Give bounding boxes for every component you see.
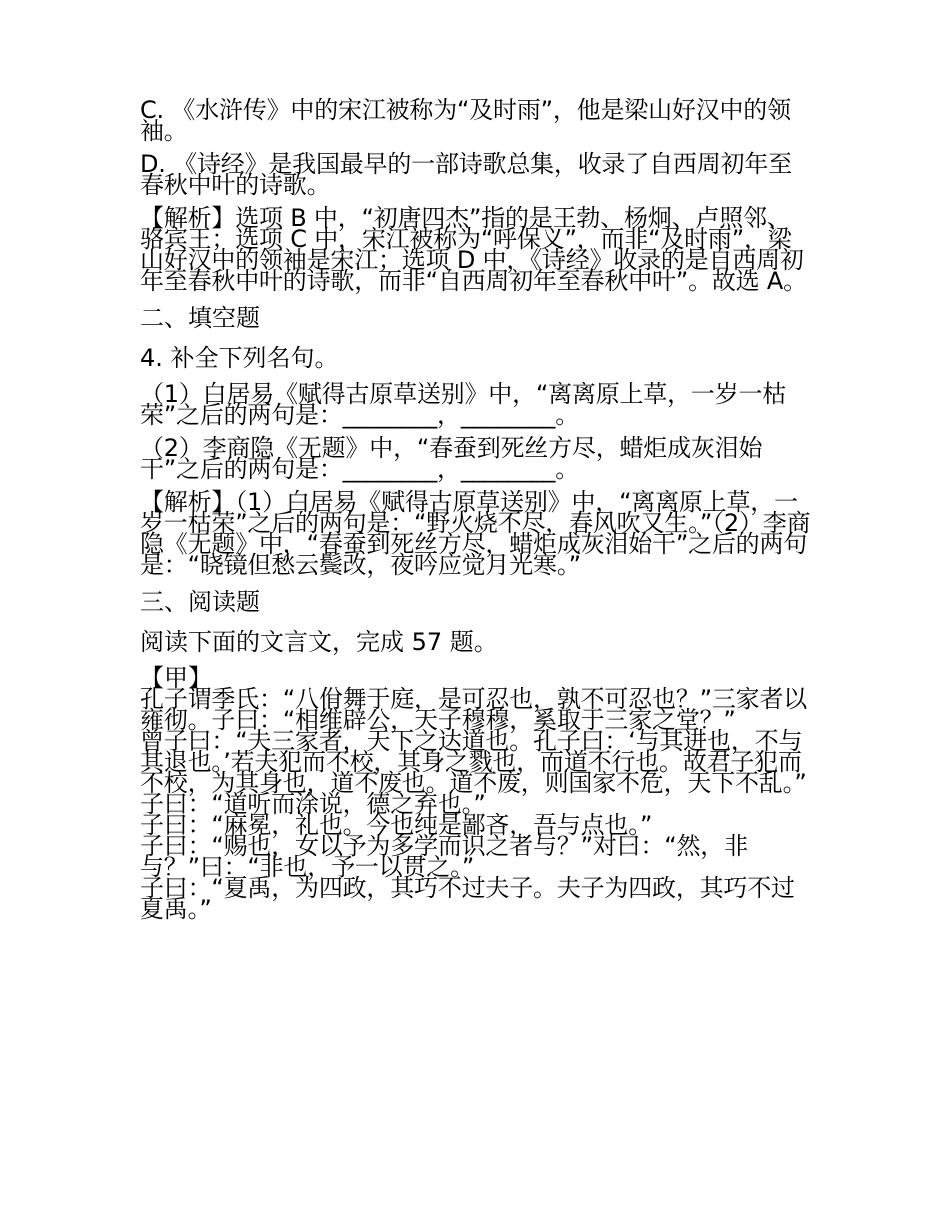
passage-line: 子曰：“赐也，女以予为多学而识之者与？”对曰：“然，非与？”曰：“非也，予一以贯之。” [140, 832, 748, 881]
passage-line: 孔子谓季氏：“八佾舞于庭，是可忍也，孰不可忍也？”三家者以雍彻。子曰：“相维辟公，天子穆穆，奚取于三家之堂？” [140, 685, 808, 734]
document-page [140, 96, 812, 932]
option-c: C. 《水浒传》中的宋江被称为“及时雨”，他是梁山好汉中的领袖。 [140, 96, 791, 145]
question-4-part-1: （1）白居易《赋得古原草送别》中，“离离原上草，一岁一枯荣”之后的两句是：________，________。 [140, 380, 787, 429]
section-heading-reading: 三、阅读题 [140, 588, 260, 616]
option-d: D. 《诗经》是我国最早的一部诗歌总集，收录了自西周初年至春秋中叶的诗歌。 [140, 150, 792, 199]
passage-line: 曾子曰：“夫三家者，天下之达道也。孔子曰：‘与其进也，不与其退也。’若夫犯而不校，其身之戮也，而道不行也。故君子犯而不校，为其身也，道不废也。道不废，则国家不危，天下不乱。” [140, 727, 807, 797]
reading-intro: 阅读下面的文言文，完成 57 题。 [140, 628, 498, 656]
analysis-question-3: 【解析】选项 B 中，“初唐四杰”指的是王勃、杨炯、卢照邻、骆宾王；选项 C 中，宋江被称为“呼保义”，而非“及时雨”，梁山好汉中的领袖是宋江；选项 D 中，《诗经》收录的是自西周初年至春秋中叶的诗歌，而非“自西周初年至春秋中叶”。故选 A。 [140, 204, 807, 295]
passage-line: 子曰：“麻冕，礼也。今也纯是鄙吝，吾与点也。” [140, 811, 653, 839]
passage-line: 子曰：“夏禹，为四政，其巧不过夫子。夫子为四政，其巧不过夏禹。” [140, 874, 795, 923]
question-4: 4. 补全下列名句。 [140, 344, 339, 372]
section-heading-fill-in: 二、填空题 [140, 304, 260, 332]
passage-label: 【甲】 [140, 664, 212, 692]
question-4-part-2: （2）李商隐《无题》中，“春蚕到死丝方尽，蜡炬成灰泪始干”之后的两句是：________，________。 [140, 434, 763, 483]
passage-line: 子曰：“道听而涂说，德之弃也。” [140, 790, 486, 818]
classical-passage [140, 664, 812, 923]
analysis-question-4: 【解析】（1）白居易《赋得古原草送别》中，“离离原上草，一岁一枯荣”之后的两句是：“野火烧不尽，春风吹又生。”（2）李商隐《无题》中，“春蚕到死丝方尽，蜡炬成灰泪始干”之后的两句是：“晓镜但愁云鬓改，夜吟应觉月光寒。” [140, 488, 811, 579]
